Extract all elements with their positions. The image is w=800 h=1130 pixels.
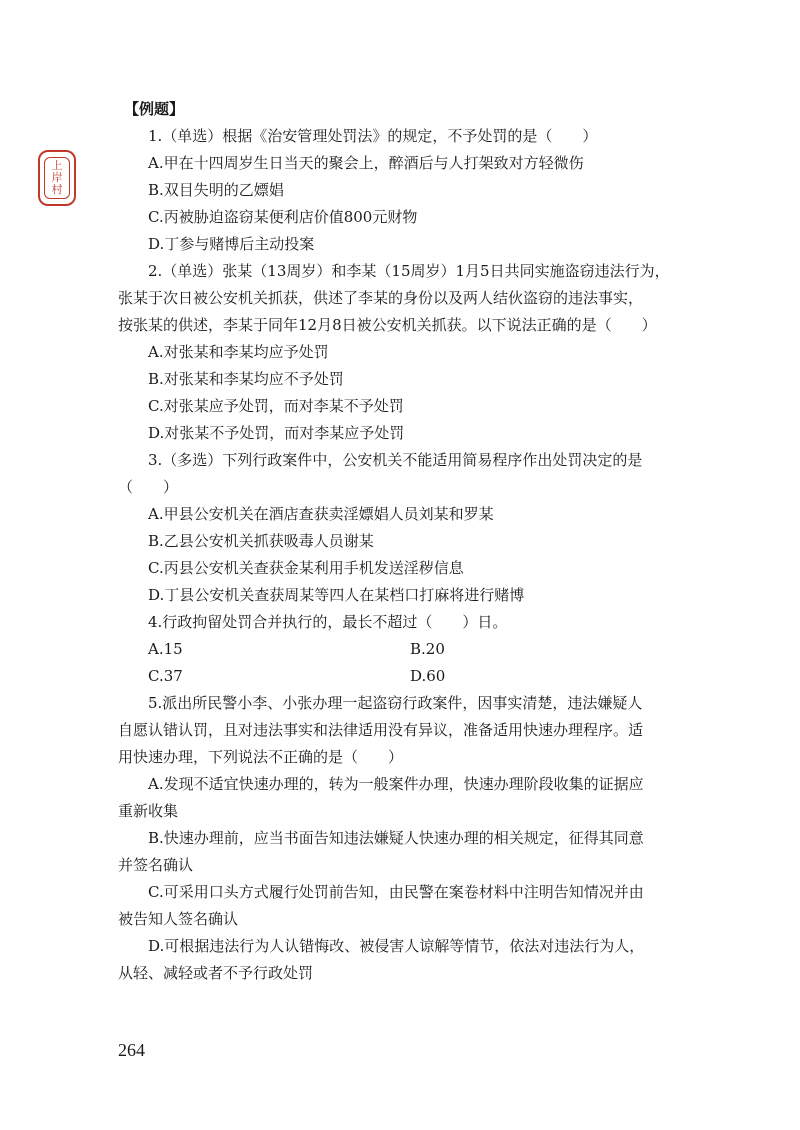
question-4-option-a: A.15: [148, 640, 183, 658]
question-3-option-d: D.丁县公安机关查获周某等四人在某档口打麻将进行赌博: [148, 586, 525, 604]
question-1-option-d: D.丁参与赌博后主动投案: [148, 235, 315, 253]
question-5-option-d-line-2: 从轻、减轻或者不予行政处罚: [118, 964, 314, 982]
question-2-stem-line-1: 2.（单选）张某（13周岁）和李某（15周岁）1月5日共同实施盗窃违法行为，: [148, 262, 670, 280]
section-heading: 【例题】: [124, 100, 185, 118]
question-5-option-c-line-1: C.可采用口头方式履行处罚前告知，由民警在案卷材料中注明告知情况并由: [148, 883, 644, 901]
question-3-stem-line-2: （ ）: [118, 478, 179, 496]
question-2-stem-line-3: 按张某的供述，李某于同年12月8日被公安机关抓获。以下说法正确的是（ ）: [118, 316, 657, 334]
seal-stamp: [38, 150, 76, 206]
question-4-options-row-2: [118, 663, 686, 690]
question-2-option-d: D.对张某不予处罚，而对李某应予处罚: [148, 424, 405, 442]
seal-text: 上 岸 村: [44, 157, 70, 199]
question-5-option-a-line-1: A.发现不适宜快速办理的，转为一般案件办理，快速办理阶段收集的证据应: [148, 775, 644, 793]
question-5-option-d-line-1: D.可根据违法行为人认错悔改、被侵害人谅解等情节，依法对违法行为人，: [148, 937, 645, 955]
question-3-stem-line-1: 3.（多选）下列行政案件中，公安机关不能适用简易程序作出处罚决定的是: [148, 451, 643, 469]
question-1-option-a: A.甲在十四周岁生日当天的聚会上，醉酒后与人打架致对方轻微伤: [148, 154, 584, 172]
question-5-option-a-line-2: 重新收集: [118, 802, 179, 820]
question-5-stem-line-1: 5.派出所民警小李、小张办理一起盗窃行政案件，因事实清楚，违法嫌疑人: [148, 694, 643, 712]
question-4-options-row-1: [118, 636, 686, 663]
question-3-option-b: B.乙县公安机关抓获吸毒人员谢某: [148, 532, 374, 550]
question-2-option-a: A.对张某和李某均应予处罚: [148, 343, 329, 361]
question-5-stem-line-2: 自愿认错认罚，且对违法事实和法律适用没有异议，准备适用快速办理程序。适: [118, 721, 644, 739]
question-3-option-a: A.甲县公安机关在酒店查获卖淫嫖娼人员刘某和罗某: [148, 505, 494, 523]
question-2-option-b: B.对张某和李某均应不予处罚: [148, 370, 344, 388]
question-4-option-c: C.37: [148, 667, 183, 685]
question-5-option-b-line-1: B.快速办理前，应当书面告知违法嫌疑人快速办理的相关规定，征得其同意: [148, 829, 644, 847]
question-4-option-d: D.60: [410, 667, 446, 685]
question-5-option-b-line-2: 并签名确认: [118, 856, 194, 874]
question-5-stem-line-3: 用快速办理，下列说法不正确的是（ ）: [118, 748, 404, 766]
document-body: [118, 96, 686, 987]
question-2-option-c: C.对张某应予处罚，而对李某不予处罚: [148, 397, 404, 415]
question-3-option-c: C.丙县公安机关查获金某利用手机发送淫秽信息: [148, 559, 464, 577]
question-1-stem: 1.（单选）根据《治安管理处罚法》的规定，不予处罚的是（ ）: [148, 127, 598, 145]
page-number: 264: [118, 1040, 145, 1060]
question-4-stem: 4.行政拘留处罚合并执行的，最长不超过（ ）日。: [148, 613, 508, 631]
question-4-option-b: B.20: [410, 640, 445, 658]
question-2-stem-line-2: 张某于次日被公安机关抓获，供述了李某的身份以及两人结伙盗窃的违法事实，: [118, 289, 644, 307]
question-1-option-b: B.双目失明的乙嫖娼: [148, 181, 284, 199]
question-1-option-c: C.丙被胁迫盗窃某便利店价值800元财物: [148, 208, 418, 226]
question-5-option-c-line-2: 被告知人签名确认: [118, 910, 239, 928]
